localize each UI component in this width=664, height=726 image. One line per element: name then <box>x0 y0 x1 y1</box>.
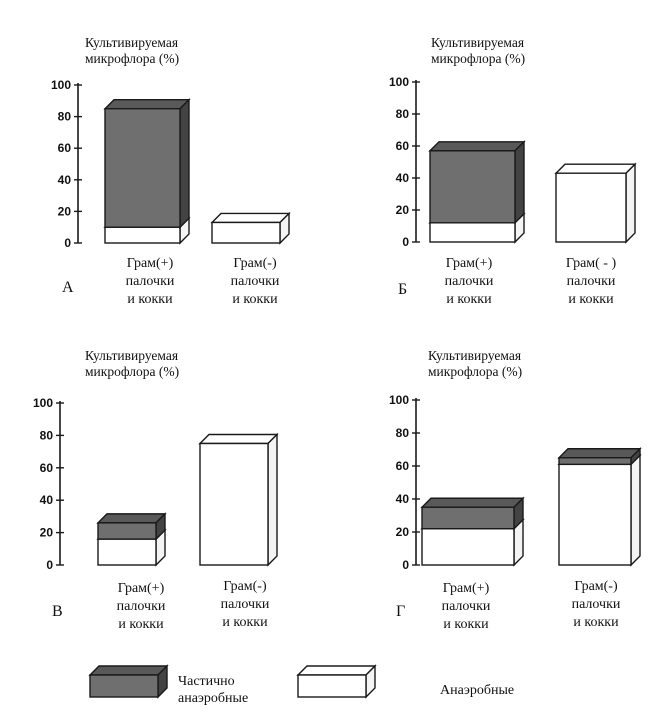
legend-swatches <box>0 655 664 715</box>
y-tick-label: 0 <box>46 558 53 572</box>
y-tick-label: 80 <box>395 107 409 121</box>
panel-letter: А <box>62 279 74 296</box>
chart-panel-b <box>356 25 664 355</box>
bar-anaerobic <box>200 435 277 566</box>
category-label: Грам(-) палочки и кокки <box>571 579 621 630</box>
y-tick-label: 20 <box>395 203 409 217</box>
y-tick-label: 80 <box>39 428 53 443</box>
bar-partial-anaerobic <box>98 514 165 539</box>
y-tick-label: 100 <box>388 393 409 407</box>
y-axis-label: Культивируемая микрофлора (%) <box>431 35 526 66</box>
bar-partial-anaerobic <box>559 449 640 465</box>
y-tick-label: 40 <box>395 492 409 506</box>
y-tick-label: 100 <box>32 396 53 410</box>
y-tick-label: 40 <box>395 171 409 185</box>
legend-label-anaerobic: Анаэробные <box>440 683 515 698</box>
chart-panel-a <box>20 25 350 355</box>
y-tick-label: 40 <box>39 493 53 508</box>
legend-swatch-anaerobic <box>298 666 375 697</box>
y-tick-label: 100 <box>50 78 71 92</box>
category-label: Грам( - ) палочки и кокки <box>565 256 617 307</box>
bar-partial-anaerobic <box>430 142 524 223</box>
category-label: Грам(+) палочки и кокки <box>125 256 175 307</box>
y-tick-label: 20 <box>57 204 71 219</box>
y-axis-label: Культивируемая микрофлора (%) <box>85 35 180 66</box>
legend <box>0 655 664 715</box>
panel-letter: Б <box>398 281 408 298</box>
category-label: Грам(+) палочки и кокки <box>441 581 491 632</box>
category-label: Грам(-) палочки и кокки <box>220 579 270 630</box>
category-label: Грам(+) палочки и кокки <box>444 256 494 307</box>
panel-letter: В <box>52 603 63 620</box>
legend-label-partial: Частично анаэробные <box>178 674 249 706</box>
bar-anaerobic <box>559 455 640 565</box>
y-tick-label: 0 <box>64 236 71 250</box>
bar-anaerobic <box>556 164 635 242</box>
y-tick-label: 60 <box>395 139 409 153</box>
bar-anaerobic <box>212 213 289 243</box>
y-axis-label: Культивируемая микрофлора (%) <box>85 348 180 379</box>
y-tick-label: 60 <box>57 141 71 156</box>
chart-panel-c <box>20 343 350 673</box>
y-tick-label: 100 <box>388 75 409 89</box>
y-tick-label: 0 <box>402 235 409 249</box>
y-axis-label: Культивируемая микрофлора (%) <box>428 348 523 379</box>
chart-panel-d <box>356 343 664 673</box>
y-tick-label: 80 <box>57 109 71 124</box>
y-tick-label: 40 <box>57 172 71 187</box>
y-tick-label: 20 <box>39 525 53 540</box>
y-tick-label: 20 <box>395 525 409 539</box>
bar-partial-anaerobic <box>422 498 523 528</box>
bar-partial-anaerobic <box>105 100 189 228</box>
y-tick-label: 60 <box>395 459 409 473</box>
legend-swatch-partial <box>90 666 167 697</box>
y-tick-label: 80 <box>395 426 409 440</box>
y-tick-label: 0 <box>402 558 409 572</box>
category-label: Грам(+) палочки и кокки <box>116 581 166 632</box>
category-label: Грам(-) палочки и кокки <box>230 256 280 307</box>
y-tick-label: 60 <box>39 460 53 475</box>
panel-letter: Г <box>396 603 406 620</box>
